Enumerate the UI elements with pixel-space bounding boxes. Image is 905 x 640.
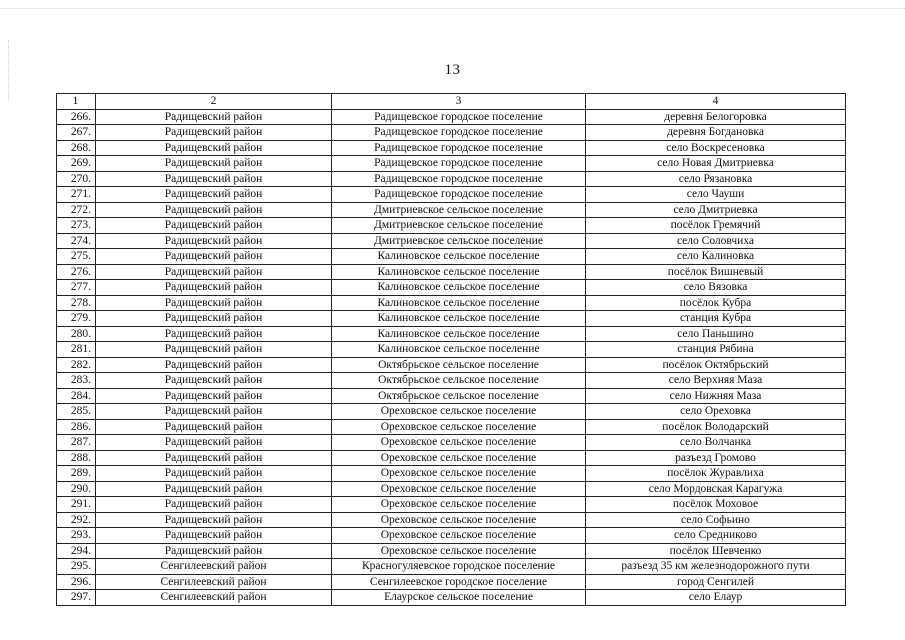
locality-name: посёлок Шевченко	[586, 543, 846, 559]
table-row	[57, 388, 846, 404]
table-row	[57, 264, 846, 280]
settlement-name: Радищевское городское поселение	[332, 187, 586, 203]
row-number: 295.	[57, 559, 96, 575]
district-name: Радищевский район	[96, 357, 332, 373]
settlement-name: Ореховское сельское поселение	[332, 497, 586, 513]
table-row	[57, 342, 846, 358]
locality-name: село Паньшино	[586, 326, 846, 342]
settlement-name: Ореховское сельское поселение	[332, 528, 586, 544]
district-name: Радищевский район	[96, 466, 332, 482]
settlement-name: Ореховское сельское поселение	[332, 419, 586, 435]
row-number: 297.	[57, 590, 96, 606]
district-name: Радищевский район	[96, 481, 332, 497]
settlement-name: Радищевское городское поселение	[332, 156, 586, 172]
district-name: Радищевский район	[96, 187, 332, 203]
locality-name: село Средниково	[586, 528, 846, 544]
district-name: Радищевский район	[96, 528, 332, 544]
table-row	[57, 435, 846, 451]
district-name: Радищевский район	[96, 280, 332, 296]
table-row	[57, 574, 846, 590]
locality-name: село Новая Дмитриевка	[586, 156, 846, 172]
district-name: Радищевский район	[96, 202, 332, 218]
table-row	[57, 109, 846, 125]
settlement-name: Радищевское городское поселение	[332, 125, 586, 141]
settlement-name: Радищевское городское поселение	[332, 109, 586, 125]
table-row	[57, 559, 846, 575]
settlement-name: Дмитриевское сельское поселение	[332, 202, 586, 218]
row-number: 280.	[57, 326, 96, 342]
locality-name: село Елаур	[586, 590, 846, 606]
table-row	[57, 528, 846, 544]
table-row	[57, 590, 846, 606]
table-row	[57, 497, 846, 513]
row-number: 283.	[57, 373, 96, 389]
settlement-name: Радищевское городское поселение	[332, 171, 586, 187]
district-name: Радищевский район	[96, 125, 332, 141]
district-name: Радищевский район	[96, 404, 332, 420]
district-name: Радищевский район	[96, 311, 332, 327]
locality-name: разъезд 35 км железнодорожного пути	[586, 559, 846, 575]
settlement-name: Калиновское сельское поселение	[332, 249, 586, 265]
row-number: 294.	[57, 543, 96, 559]
locality-name: село Рязановка	[586, 171, 846, 187]
table-row	[57, 481, 846, 497]
row-number: 281.	[57, 342, 96, 358]
locality-name: деревня Белогоровка	[586, 109, 846, 125]
district-name: Радищевский район	[96, 497, 332, 513]
row-number: 289.	[57, 466, 96, 482]
row-number: 293.	[57, 528, 96, 544]
table-row	[57, 125, 846, 141]
table-row	[57, 543, 846, 559]
table-row	[57, 450, 846, 466]
row-number: 296.	[57, 574, 96, 590]
locality-name: посёлок Гремячий	[586, 218, 846, 234]
table-row	[57, 373, 846, 389]
locality-name: село Соловчиха	[586, 233, 846, 249]
district-name: Радищевский район	[96, 419, 332, 435]
table-row	[57, 404, 846, 420]
row-number: 272.	[57, 202, 96, 218]
row-number: 269.	[57, 156, 96, 172]
district-name: Радищевский район	[96, 342, 332, 358]
locality-name: село Вязовка	[586, 280, 846, 296]
table-row	[57, 311, 846, 327]
table-row	[57, 171, 846, 187]
locality-name: село Волчанка	[586, 435, 846, 451]
row-number: 287.	[57, 435, 96, 451]
column-header-number: 1	[57, 94, 96, 110]
settlement-name: Калиновское сельское поселение	[332, 342, 586, 358]
table-row	[57, 419, 846, 435]
row-number: 277.	[57, 280, 96, 296]
settlements-table	[56, 93, 846, 606]
locality-name: посёлок Кубра	[586, 295, 846, 311]
table-row	[57, 326, 846, 342]
row-number: 285.	[57, 404, 96, 420]
settlement-name: Ореховское сельское поселение	[332, 435, 586, 451]
table-row	[57, 187, 846, 203]
locality-name: посёлок Октябрьский	[586, 357, 846, 373]
locality-name: село Дмитриевка	[586, 202, 846, 218]
table-row	[57, 357, 846, 373]
district-name: Радищевский район	[96, 326, 332, 342]
settlement-name: Ореховское сельское поселение	[332, 404, 586, 420]
locality-name: село Чауши	[586, 187, 846, 203]
table-row	[57, 249, 846, 265]
district-name: Радищевский район	[96, 156, 332, 172]
row-number: 290.	[57, 481, 96, 497]
row-number: 284.	[57, 388, 96, 404]
settlement-name: Ореховское сельское поселение	[332, 543, 586, 559]
settlement-name: Ореховское сельское поселение	[332, 512, 586, 528]
settlement-name: Ореховское сельское поселение	[332, 450, 586, 466]
district-name: Радищевский район	[96, 264, 332, 280]
district-name: Радищевский район	[96, 249, 332, 265]
settlement-name: Калиновское сельское поселение	[332, 295, 586, 311]
table-row	[57, 202, 846, 218]
district-name: Радищевский район	[96, 435, 332, 451]
locality-name: станция Кубра	[586, 311, 846, 327]
locality-name: посёлок Моховое	[586, 497, 846, 513]
table-row	[57, 512, 846, 528]
row-number: 286.	[57, 419, 96, 435]
locality-name: село Нижняя Маза	[586, 388, 846, 404]
settlement-name: Сенгилеевское городское поселение	[332, 574, 586, 590]
district-name: Радищевский район	[96, 140, 332, 156]
scan-artifact-top	[0, 8, 905, 10]
table-body	[57, 94, 846, 606]
settlement-name: Октябрьское сельское поселение	[332, 357, 586, 373]
settlement-name: Октябрьское сельское поселение	[332, 388, 586, 404]
district-name: Радищевский район	[96, 233, 332, 249]
table-row	[57, 280, 846, 296]
locality-name: деревня Богдановка	[586, 125, 846, 141]
table-row	[57, 140, 846, 156]
locality-name: село Калиновка	[586, 249, 846, 265]
district-name: Сенгилеевский район	[96, 590, 332, 606]
row-number: 271.	[57, 187, 96, 203]
row-number: 266.	[57, 109, 96, 125]
district-name: Радищевский район	[96, 218, 332, 234]
column-header-locality: 4	[586, 94, 846, 110]
row-number: 279.	[57, 311, 96, 327]
settlement-name: Калиновское сельское поселение	[332, 264, 586, 280]
column-header-district: 2	[96, 94, 332, 110]
column-header-settlement: 3	[332, 94, 586, 110]
locality-name: село Ореховка	[586, 404, 846, 420]
district-name: Радищевский район	[96, 373, 332, 389]
settlement-name: Ореховское сельское поселение	[332, 466, 586, 482]
table-header-row	[57, 94, 846, 110]
row-number: 270.	[57, 171, 96, 187]
settlement-name: Красногуляевское городское поселение	[332, 559, 586, 575]
row-number: 267.	[57, 125, 96, 141]
district-name: Радищевский район	[96, 109, 332, 125]
district-name: Радищевский район	[96, 450, 332, 466]
row-number: 288.	[57, 450, 96, 466]
locality-name: город Сенгилей	[586, 574, 846, 590]
settlement-name: Калиновское сельское поселение	[332, 280, 586, 296]
settlement-name: Дмитриевское сельское поселение	[332, 218, 586, 234]
row-number: 282.	[57, 357, 96, 373]
locality-name: станция Рябина	[586, 342, 846, 358]
district-name: Радищевский район	[96, 543, 332, 559]
settlement-name: Дмитриевское сельское поселение	[332, 233, 586, 249]
district-name: Сенгилеевский район	[96, 559, 332, 575]
table-row	[57, 218, 846, 234]
settlement-name: Калиновское сельское поселение	[332, 311, 586, 327]
locality-name: посёлок Журавлиха	[586, 466, 846, 482]
settlement-name: Ореховское сельское поселение	[332, 481, 586, 497]
district-name: Сенгилеевский район	[96, 574, 332, 590]
row-number: 275.	[57, 249, 96, 265]
row-number: 274.	[57, 233, 96, 249]
row-number: 291.	[57, 497, 96, 513]
locality-name: посёлок Вишневый	[586, 264, 846, 280]
district-name: Радищевский район	[96, 171, 332, 187]
district-name: Радищевский район	[96, 388, 332, 404]
locality-name: посёлок Володарский	[586, 419, 846, 435]
table-row	[57, 466, 846, 482]
locality-name: разъезд Громово	[586, 450, 846, 466]
row-number: 268.	[57, 140, 96, 156]
table-row	[57, 233, 846, 249]
table-row	[57, 156, 846, 172]
row-number: 278.	[57, 295, 96, 311]
locality-name: село Мордовская Карагужа	[586, 481, 846, 497]
district-name: Радищевский район	[96, 295, 332, 311]
row-number: 276.	[57, 264, 96, 280]
locality-name: село Софьино	[586, 512, 846, 528]
page-number: 13	[444, 62, 461, 78]
settlement-name: Калиновское сельское поселение	[332, 326, 586, 342]
district-name: Радищевский район	[96, 512, 332, 528]
row-number: 292.	[57, 512, 96, 528]
row-number: 273.	[57, 218, 96, 234]
table-row	[57, 295, 846, 311]
settlement-name: Радищевское городское поселение	[332, 140, 586, 156]
locality-name: село Воскресеновка	[586, 140, 846, 156]
settlement-name: Елаурское сельское поселение	[332, 590, 586, 606]
settlement-name: Октябрьское сельское поселение	[332, 373, 586, 389]
locality-name: село Верхняя Маза	[586, 373, 846, 389]
